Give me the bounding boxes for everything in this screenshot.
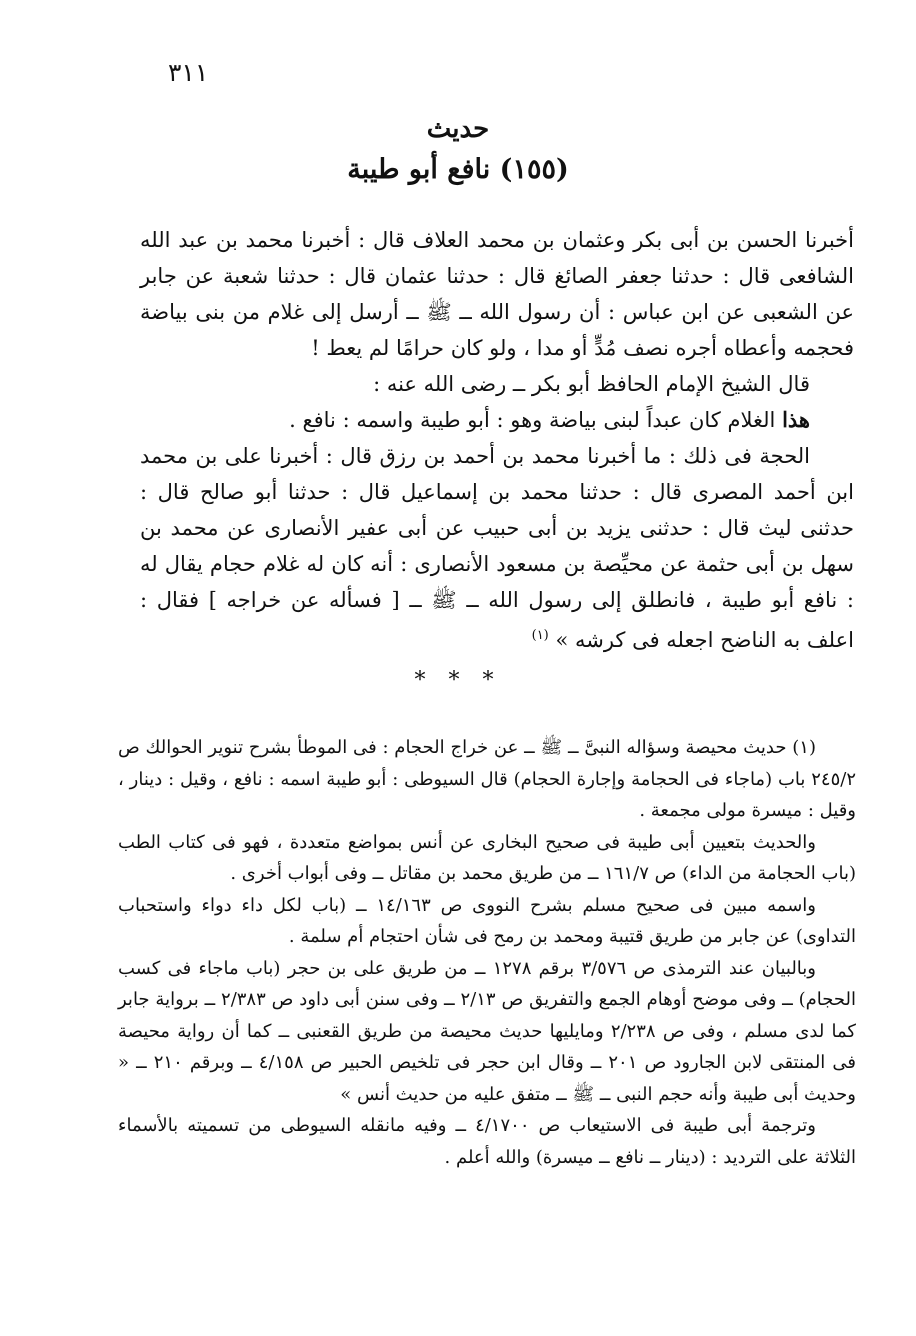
paragraph-isnad: أخبرنا الحسن بن أبى بكر وعثمان بن محمد العلاف قال : أخبرنا محمد بن عبد الله الشافعى قال : حدثنا جعفر الصائغ قال : حدثنا عثمان قال : حدثنا شعبة عن جابر عن الشعبى عن ابن عباس : أن رسول الله ــ ﷺ ــ أرسل إلى غلام من بنى بياضة فحجمه وأعطاه أجره نصف مُدٍّ أو مدا ، ولو كان حرامًا لم يعط ! — [140, 228, 854, 360]
page-title: (١٥٥) نافع أبو طيبة — [347, 154, 569, 185]
star-separator: * * * — [414, 668, 502, 693]
footnote-muslim: واسمه مبين فى صحيح مسلم بشرح النووى ص ١٤/١٦٣ ــ (باب لكل داء دواء واستحباب التداوى) عن جابر من طريق قتيبة ومحمد بن رمح فى شأن احتجام أم سلمة . — [118, 894, 856, 947]
paragraph-ghulam-text: الغلام كان عبداً لبنى بياضة وهو : أبو طيبة واسمه : نافع . — [289, 408, 783, 432]
page-number: ٣١١ — [168, 58, 209, 87]
paragraph-hujja-text: الحجة فى ذلك : ما أخبرنا محمد بن أحمد بن رزق قال : أخبرنا على بن محمد ابن أحمد المصرى قال : حدثنا محمد بن إسماعيل قال : حدثنا أبو صالح قال : حدثنى ليث قال : حدثنى يزيد بن أبى حبيب عن أبى عفير الأنصارى عن محمد بن سهل بن أبى حثمة عن محيِّصة بن مسعود الأنصارى : أنه كان له غلام حجام يقال له : نافع أبو طيبة ، فانطلق إلى رسول الله ــ ﷺ ــ [ فسأله عن خراجه ] فقال : اعلف به الناضح اجعله فى كرشه » — [140, 444, 854, 652]
main-text — [140, 222, 854, 658]
footnote-tirmidhi: وبالبيان عند الترمذى ص ٣/٥٧٦ برقم ١٢٧٨ ــ من طريق على بن حجر (باب ماجاء فى كسب الحجام) ــ وفى موضح أوهام الجمع والتفريق ص ٢/١٣ ــ وفى سنن أبى داود ص ٢/٣٨٣ ــ برواية جابر كما لدى مسلم ، وفى ص ٢/٢٣٨ ومايليها حديث محيصة من طريق القعنبى ــ كما أن رواية محيصة فى المنتقى لابن الجارود ص ٢٠١ ــ وقال ابن حجر فى تلخيص الحبير ص ٤/١٥٨ ــ وبرقم ٢١٠ ــ « وحديث أبى طيبة وأنه حجم النبى ــ ﷺ ــ متفق عليه من حديث أنس » — [118, 957, 856, 1105]
paragraph-shaykh: قال الشيخ الإمام الحافظ أبو بكر ــ رضى الله عنه : — [373, 372, 810, 396]
bold-lead-word: هذا — [782, 407, 810, 432]
footnote-bukhari: والحديث بتعيين أبى طيبة فى صحيح البخارى عن أنس بمواضع متعددة ، فهو فى كتاب الطب (باب الحجامة من الداء) ص ١٦١/٧ ــ من طريق محمد بن مقاتل ــ وفى أبواب أخرى . — [118, 831, 856, 884]
paragraph-hujja — [140, 438, 854, 658]
paragraph-ghulam — [140, 402, 854, 438]
section-label: حديث — [426, 114, 490, 144]
footnote-istiab: وترجمة أبى طيبة فى الاستيعاب ص ٤/١٧٠٠ ــ وفيه مانقله السيوطى من تسميته بالأسماء الثلاثة على الترديد : (دينار ــ نافع ــ ميسرة) والله أعلم . — [118, 1115, 856, 1168]
footnote-1: (١) حديث محيصة وسؤاله النبىَّ ــ ﷺ ــ عن خراج الحجام : فى الموطأ بشرح تنوير الحوالك ص ٢٤٥/٢ باب (ماجاء فى الحجامة وإجارة الحجام) قال السيوطى : أبو طيبة اسمه : نافع ، وقيل : دينار ، وقيل : ميسرة مولى مجمعة . — [118, 737, 856, 821]
footnote-reference: (١) — [531, 628, 549, 643]
footnotes — [118, 732, 856, 1173]
